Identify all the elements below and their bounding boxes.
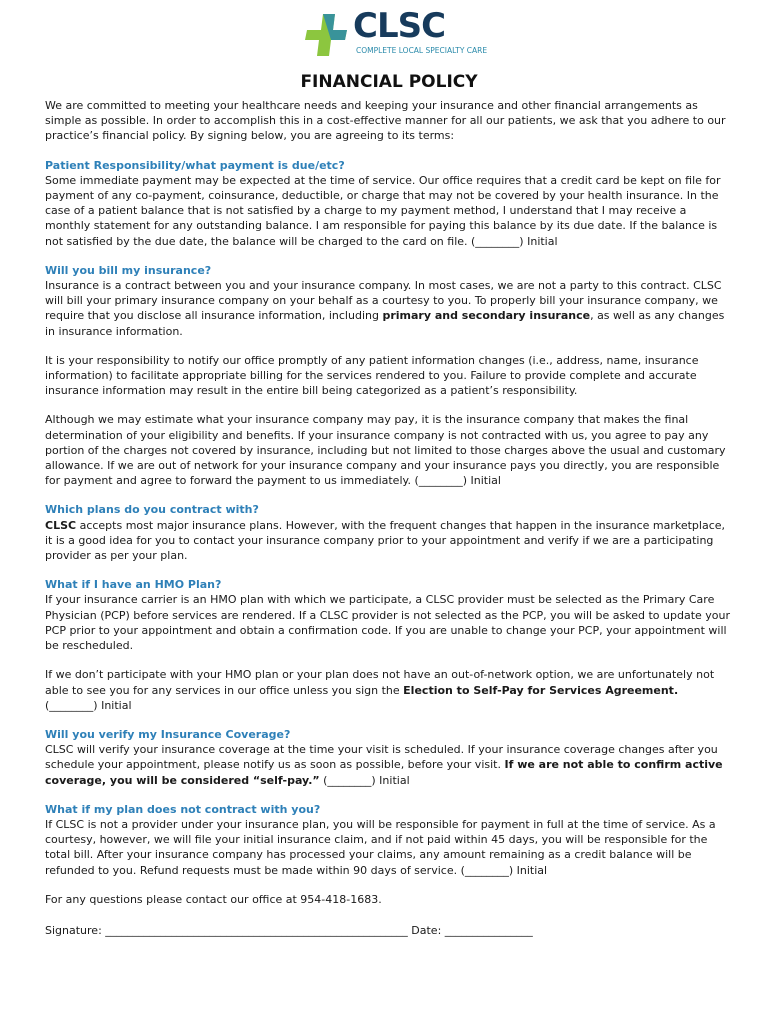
bold-text: CLSC (45, 518, 77, 532)
section-heading: What if I have an HMO Plan? (45, 578, 222, 592)
text-run: accepts most major insurance plans. However, with the frequent changes that happen in the insurance marketplace, it is a good idea for you to contact your insurance company prior to your appointment and verify if we are a participating provider as per your plan. (45, 518, 726, 563)
section-body: Although we may estimate what your insurance company may pay, it is the insurance company that makes the final determination of your eligibility and benefits. If your insurance company is not contracted with us, you agree to pay any portion of the charges not covered by insurance, including but not limited to those charges above the usual and customary allowance. If we are out of network for your insurance company and your insurance pays you directly, you are responsible for payment and agree to forward the payment to us immediately. (________) Initial (45, 413, 726, 488)
date-label: Date: (411, 923, 442, 937)
bold-text: Election to Self-Pay for Services Agreement. (403, 683, 679, 697)
section-body (45, 742, 733, 788)
signature-field[interactable]: _______________________________________________________ (105, 923, 408, 937)
section-heading: Which plans do you contract with? (45, 503, 259, 517)
logo-tagline: COMPLETE LOCAL SPECIALTY CARE (356, 46, 488, 55)
section-body: If CLSC is not a provider under your insurance plan, you will be responsible for payment in full at the time of service. As a courtesy, however, we will file your initial insurance claim, and if not paid within 45 days, you will be responsible for the total bill. After your insurance company has processed your claims, any amount remaining as a credit balance will be refunded to you. Refund requests must be made within 90 days of service. (________) Initial (45, 817, 716, 877)
section-verify-coverage (45, 727, 733, 788)
signature-row (45, 923, 733, 938)
section-body: If your insurance carrier is an HMO plan with which we participate, a CLSC provider must be selected as the Primary Care Physician (PCP) before services are rendered. If a CLSC provider is not selected as the PCP, you will be asked to update your PCP prior to your appointment and obtain a confirmation code. If you are unable to change your PCP, your appointment will be rescheduled. (45, 593, 731, 653)
section-heading: What if my plan does not contract with you? (45, 802, 321, 816)
initial-field: (________) Initial (45, 698, 132, 712)
text-run: Insurance is a contract between you and your insurance company. In most cases, we are not a party to this contract. CLSC will bill your primary insurance company on your behalf as a courtesy to you. To properly bill your insurance company, we require that you disclose all insurance information, including (45, 279, 722, 323)
text-run: , as well as any changes in insurance information. (45, 309, 725, 338)
medical-cross-icon (299, 8, 353, 58)
section-hmo-plan (45, 577, 733, 713)
initial-field: (________) Initial (319, 773, 410, 787)
section-contract-plans (45, 502, 733, 563)
section-body (45, 278, 733, 339)
section-bill-insurance (45, 263, 733, 489)
section-body: Some immediate payment may be expected at the time of service. Our office requires that a credit card be kept on file for payment of any co-payment, coinsurance, deductible, or charge that may not be covered by your health insurance. In the case of a patient balance that is not satisfied by a charge to my payment method, I understand that I may receive a monthly statement for any outstanding balance. I am responsible for paying this balance by its due date. If the balance is not satisfied by the due date, the balance will be charged to the card on file. (________) Initial (45, 173, 721, 248)
signature-label: Signature: (45, 923, 102, 937)
section-no-contract (45, 802, 733, 878)
date-field[interactable]: ________________ (444, 923, 533, 937)
text-run: If we don’t participate with your HMO plan or your plan does not have an out-of-network option, we are unfortunately not able to see you for any services in our office unless you sign the (45, 668, 715, 697)
section-body (45, 667, 733, 713)
section-heading: Will you bill my insurance? (45, 263, 212, 277)
section-heading: Patient Responsibility/what payment is due/etc? (45, 158, 345, 172)
contact-line: For any questions please contact our office at 954-418-1683. (45, 892, 382, 906)
page-title: FINANCIAL POLICY (300, 72, 478, 92)
document-page (45, 8, 733, 938)
section-body (45, 518, 733, 564)
bold-text: If we are not able to confirm active coverage, you will be considered “self-pay.” (45, 758, 723, 787)
section-patient-responsibility (45, 158, 733, 249)
clsc-logo (45, 8, 733, 64)
section-heading: Will you verify my Insurance Coverage? (45, 727, 291, 741)
section-body: It is your responsibility to notify our office promptly of any patient information changes (i.e., address, name, insurance information) to facilitate appropriate billing for the services rendered to you. Failure to provide complete and accurate insurance information may result in the entire bill being categorized as a patient’s responsibility. (45, 353, 699, 398)
logo-wordmark: CLSC (353, 6, 446, 46)
bold-text: primary and secondary insurance (382, 309, 591, 323)
intro-paragraph: We are committed to meeting your healthcare needs and keeping your insurance and other financial arrangements as simple as possible. In order to accomplish this in a cost-effective manner for all our patients, we ask that you adhere to our practice’s financial policy. By signing below, you are agreeing to its terms: (45, 99, 726, 143)
text-run: CLSC will verify your insurance coverage at the time your visit is scheduled. If your insurance coverage changes after you schedule your appointment, please notify us as soon as possible, before your visit. (45, 743, 718, 772)
